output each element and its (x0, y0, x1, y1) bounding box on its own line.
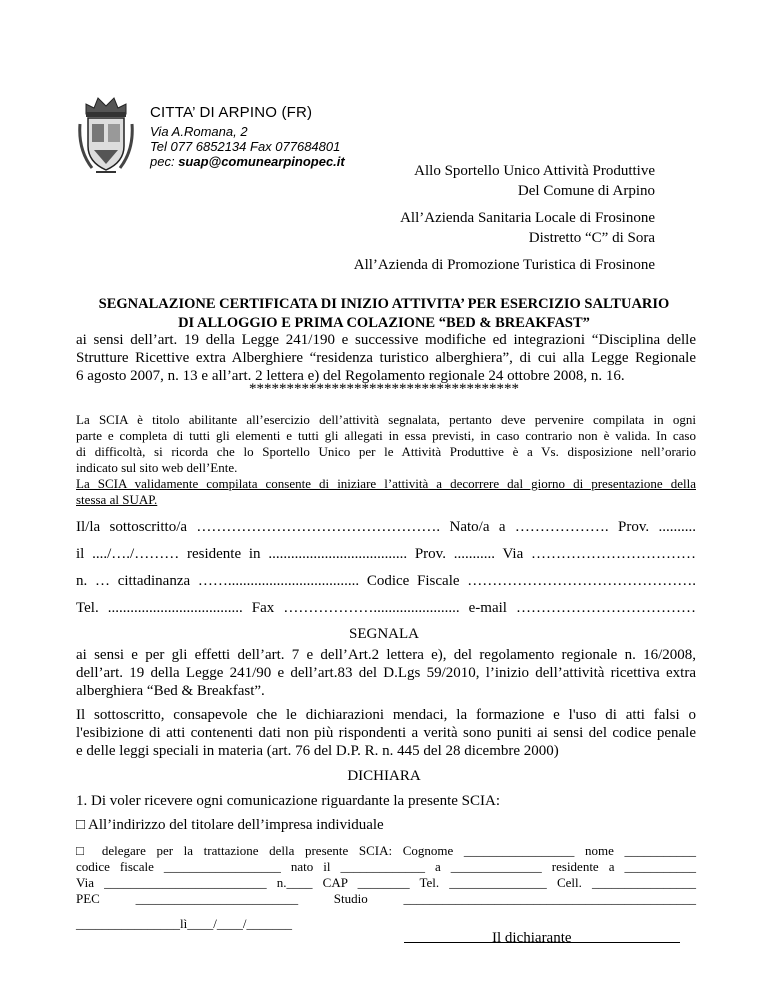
item-1: 1. Di voler ricevere ogni comunicazione riguardante la presente SCIA: (76, 793, 501, 809)
delegate-line4[interactable]: PEC _________________________ Studio _____________________________________________ (76, 891, 696, 906)
form-line-residence[interactable]: il ..../…./……… residente in ..................................... Prov. ........... Via …………………………… (76, 546, 696, 562)
dichiara-heading: DICHIARA (347, 768, 421, 784)
pec-label: pec: (150, 154, 179, 169)
stars-separator: ************************************ (249, 381, 519, 397)
segnala-line1: ai sensi e per gli effetti dell’art. 7 e dell’Art.2 lettera e), del regolamento regionale n. 16/2008, (76, 647, 696, 663)
recipient-apt: All’Azienda di Promozione Turistica di Frosinone (353, 257, 655, 273)
pec-email: suap@comunearpinopec.it (178, 154, 345, 169)
option-titolare-checkbox[interactable]: □ All’indirizzo del titolare dell’impresa individuale (76, 817, 384, 833)
city-name: CITTA’ DI ARPINO (FR) (150, 104, 313, 121)
form-line-name[interactable]: Il/la sottoscritto/a …………………………………………. Nato/a a ………………. Prov. .......... (76, 519, 696, 535)
declaration-line1: Il sottoscritto, consapevole che le dichiarazioni mendaci, la formazione e l'uso di atti falsi o (76, 707, 696, 723)
form-line-citizenship[interactable]: n. … cittadinanza ……................................... Codice Fiscale ………………………………………. (76, 573, 696, 589)
notice-line1: La SCIA è titolo abilitante all’esercizio dell’attività segnalata, pertanto deve pervenire compilata in ogni (76, 412, 696, 427)
recipient-asl-line2: Distretto “C” di Sora (528, 230, 655, 246)
notice-line2: parte e completa di tutti gli elementi e tutti gli allegati in essa previsti, in caso contrario non è valida. In caso (76, 428, 696, 443)
declaration-line3: e delle leggi speciali in materia (art. 76 del D.P. R. n. 445 del 28 dicembre 2000) (76, 743, 559, 759)
coat-of-arms-logo (76, 94, 136, 176)
delegate-line1[interactable]: □ delegare per la trattazione della presente SCIA: Cognome _________________ nome ___________ (76, 843, 696, 858)
document-title-line1: SEGNALAZIONE CERTIFICATA DI INIZIO ATTIVITA’ PER ESERCIZIO SALTUARIO (98, 296, 670, 312)
recipient-suap-line1: Allo Sportello Unico Attività Produttive (414, 163, 655, 179)
city-phone-fax: Tel 077 6852134 Fax 077684801 (150, 139, 341, 154)
document-title-line2: DI ALLOGGIO E PRIMA COLAZIONE “BED & BREAKFAST” (178, 315, 590, 331)
recipient-suap-line2: Del Comune di Arpino (517, 183, 655, 199)
notice-line4: indicato sul sito web dell’Ente. (76, 460, 238, 475)
legal-intro-line3: 6 agosto 2007, n. 13 e all’art. 2 lettera e) del Regolamento regionale 24 ottobre 2008, n. 16. (76, 368, 625, 384)
signature-label: Il dichiarante (492, 930, 572, 946)
segnala-heading: SEGNALA (349, 626, 419, 642)
notice-underlined-line1: La SCIA validamente compilata consente di iniziare l’attività a decorrere dal giorno di presentazione della (76, 476, 696, 491)
notice-underlined-line2: stessa al SUAP. (76, 492, 158, 507)
city-pec (150, 154, 345, 169)
delegate-line2[interactable]: codice fiscale __________________ nato il _____________ a ______________ residente a ___________ (76, 859, 696, 874)
declaration-line2: l'esibizione di atti contenenti dati non più rispondenti a verità sono puniti ai sensi del codice penale (76, 725, 696, 741)
legal-intro-line2: Strutture Ricettive extra Alberghiere “residenza turistico alberghiera”, di cui alla Legge Regionale (76, 350, 696, 366)
segnala-line3: alberghiera “Bed & Breakfast”. (76, 683, 265, 699)
date-line[interactable]: ________________lì____/____/_______ (76, 916, 292, 931)
form-line-contacts[interactable]: Tel. .................................... Fax ………………....................... e-mail ……………………………… (76, 600, 696, 616)
notice-line3: di difficoltà, si ricorda che lo Sportello Unico per le Attività Produttive è a Vs. disposizione nell’orario (76, 444, 696, 459)
segnala-line2: dell’art. 19 della Legge 241/90 e dell’art.83 del D.Lgs 59/2010, l’inizio dell’attività ricettiva extra (76, 665, 696, 681)
delegate-line3[interactable]: Via _________________________ n.____ CAP ________ Tel. _______________ Cell. ________________ (76, 875, 696, 890)
recipient-asl-line1: All’Azienda Sanitaria Locale di Frosinone (400, 210, 655, 226)
legal-intro-line1: ai sensi dell’art. 19 della Legge 241/190 e successive modifiche ed integrazioni “Disciplina delle (76, 332, 696, 348)
signature-line[interactable] (404, 942, 680, 943)
city-address: Via A.Romana, 2 (150, 124, 248, 139)
